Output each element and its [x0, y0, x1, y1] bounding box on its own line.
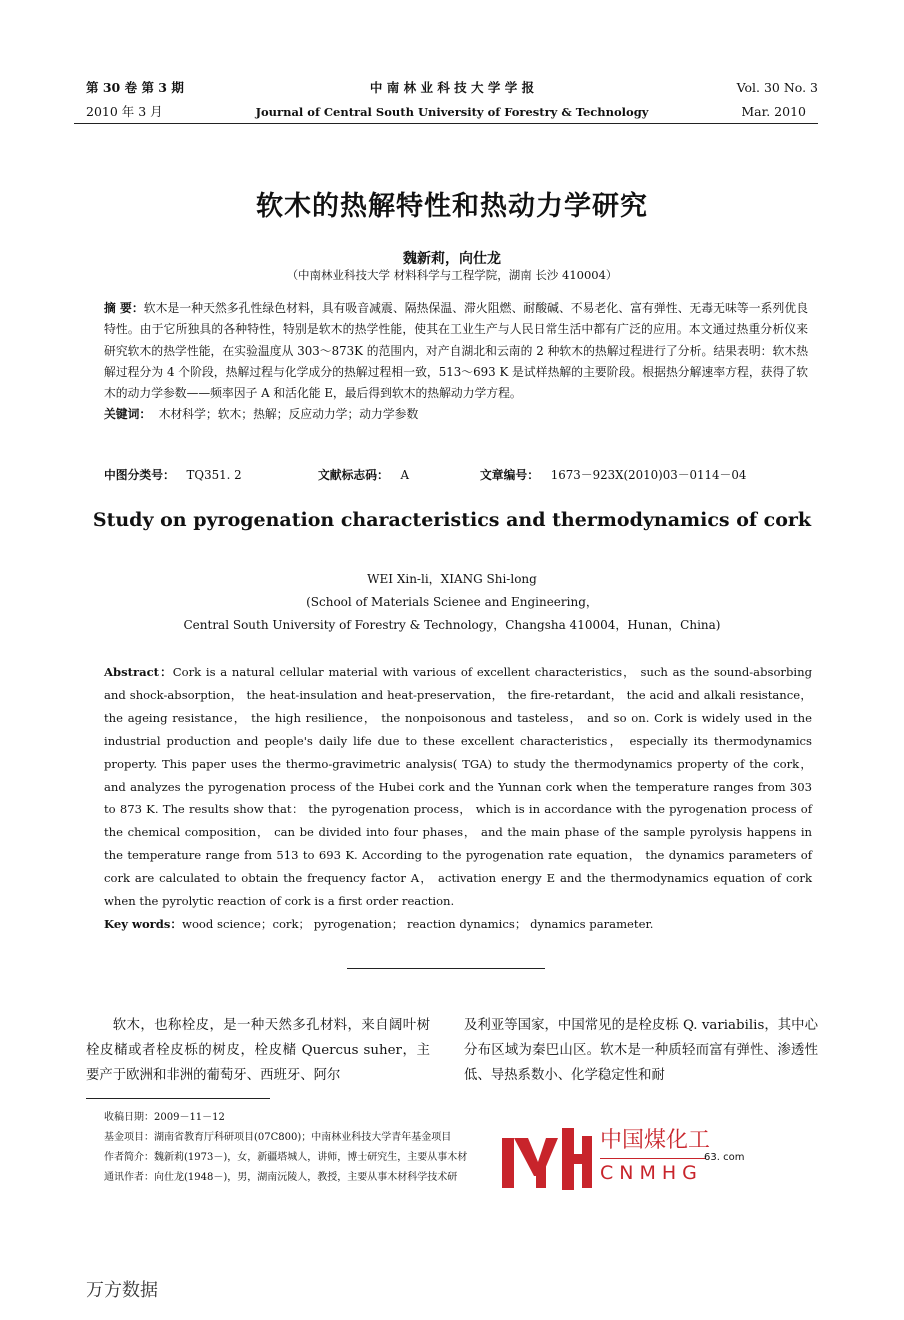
body-paragraph-1-cont: 及利亚等国家，中国常见的是栓皮栎 Q. variabilis，其中心分布区域为秦巴山区。软木是一种质轻而富有弹性、渗透性低、导热系数小、化学稳定性和耐 — [464, 1018, 818, 1083]
body-paragraph-1: 软木，也称栓皮，是一种天然多孔材料，来自阔叶树栓皮槠或者栓皮栎的树皮，栓皮槠 Quercus suher，主要产于欧洲和非洲的葡萄牙、西班牙、阿尔 — [86, 1018, 430, 1083]
footnote-contact: 通讯作者：向仕龙(1948－)，男，湖南沅陵人，教授，主要从事木材科学技术研 — [104, 1172, 458, 1183]
abstract-cn — [104, 298, 808, 426]
footnote-received: 收稿日期：2009－11－12 — [104, 1112, 225, 1123]
abstract-en — [104, 661, 812, 936]
affiliation-en-2: Central South University of Forestry & Technology，Changsha 410004，Hunan，China) — [183, 618, 721, 632]
footnote-author: 作者简介：魏新莉(1973－)，女，新疆塔城人，讲师，博士研究生，主要从事木材 — [104, 1152, 468, 1163]
body-column-left — [86, 1013, 430, 1088]
header-volume: 第 30 卷 第 3 期 — [86, 80, 184, 95]
watermark-suffix: 63. com — [704, 1152, 745, 1163]
header-date: 2010 年 3 月 — [86, 104, 163, 119]
authors-en: WEI Xin-li，XIANG Shi-long — [367, 572, 537, 586]
doc-label: 文献标志码： — [318, 468, 389, 482]
section-separator — [347, 968, 545, 969]
paper-title-cn: 软木的热解特性和热动力学研究 — [256, 191, 648, 222]
header-journal-cn: 中 南 林 业 科 技 大 学 学 报 — [369, 80, 535, 95]
footnote-rule — [86, 1098, 270, 1099]
keywords-en-label: Key words： — [104, 916, 183, 931]
abstract-en-label: Abstract： — [104, 665, 173, 679]
watermark-rule — [600, 1158, 706, 1159]
watermark-en: CNMHG — [600, 1162, 703, 1184]
keywords-cn-text: 木材科学；软木；热解；反应动力学；动力学参数 — [158, 407, 419, 422]
clc-label: 中图分类号： — [104, 468, 175, 482]
abstract-en-text: Cork is a natural cellular material with various of excellent characteristics， such as the sound-absorbing and shock-absorption， the heat-insulation and heat-preservation， the fire-retardant， the acid and alkali resistance， the ageing resistance， the high resilience， the nonpoisonous and tasteless， and so on. Cork is widely used in the industrial production and people's daily life due to these excellent characteristics， especially its thermodynamics property. This paper uses the thermo-gravimetric analysis( TGA) to study the thermodynamics property of the cork， and analyzes the pyrogenation process of the Hubei cork and the Yunnan cork when the temperature ranges from 303 to 873 K. The results show that： the pyrogenation process， which is in accordance with the pyrogenation process of the chemical composition， can be divided into four phases， and the main phase of the sample pyrolysis happens in the temperature range from 513 to 693 K. According to the pyrogenation rate equation， the dynamics parameters of cork are calculated to obtain the frequency factor A， activation energy E and the thermodynamics equation of cork when the pyrolytic reaction of cork is a first order reaction. — [104, 665, 812, 909]
abstract-cn-text: 软木是一种天然多孔性绿色材料，具有吸音减震、隔热保温、滞火阻燃、耐酸碱、不易老化、富有弹性、无毒无味等一系列优良特性。由于它所独具的各种特性，特别是软木的热学性能，使其在工业生产与人民日常生活中都有广泛的应用。本文通过热重分析仪来研究软木的热学性能，在实验温度从 303～873K 的范围内，对产自湖北和云南的 2 种软木的热解过程进行了分析。结果表明：软木热解过程分为 4 个阶段，热解过程与化学成分的热解过程相一致，513～693 K 是试样热解的主要阶段。根据热分解速率方程，获得了软木的动力学参数——频率因子 A 和活化能 E，最后得到软木的热解动力学方程。 — [104, 301, 808, 401]
doc-code — [318, 466, 409, 484]
footer-brand: 万方数据 — [86, 1280, 158, 1301]
body-column-right — [464, 1013, 818, 1088]
header-rule — [74, 123, 818, 124]
classification-line — [104, 466, 242, 484]
keywords-cn-label: 关键词： — [104, 407, 152, 422]
abstract-cn-label: 摘 要： — [104, 301, 144, 315]
authors-cn: 魏新莉，向仕龙 — [403, 251, 501, 267]
keywords-en-text: wood science；cork； pyrogenation； reaction dynamics； dynamics parameter. — [182, 916, 654, 931]
cnmhg-logo-icon — [498, 1128, 594, 1190]
paper-title-en: Study on pyrogenation characteristics and thermodynamics of cork — [92, 509, 812, 531]
header-date-en: Mar. 2010 — [741, 104, 806, 119]
art-value: 1673－923X(2010)03－0114－04 — [550, 468, 747, 482]
header-journal-en: Journal of Central South University of Forestry & Technology — [255, 105, 649, 119]
watermark-cn: 中国煤化工 — [600, 1128, 711, 1153]
footnotes — [104, 1108, 520, 1188]
article-number — [480, 466, 746, 484]
doc-value: A — [400, 468, 410, 482]
affiliation-cn: （中南林业科技大学 材料科学与工程学院，湖南 长沙 410004） — [286, 268, 618, 282]
art-label: 文章编号： — [480, 468, 539, 482]
header-vol-en: Vol. 30 No. 3 — [736, 80, 818, 95]
affiliation-en-1: (School of Materials Scienee and Engineering， — [306, 595, 598, 609]
footnote-fund: 基金项目：湖南省教育厅科研项目(07C800)；中南林业科技大学青年基金项目 — [104, 1132, 452, 1143]
clc-value: TQ351. 2 — [186, 468, 242, 482]
